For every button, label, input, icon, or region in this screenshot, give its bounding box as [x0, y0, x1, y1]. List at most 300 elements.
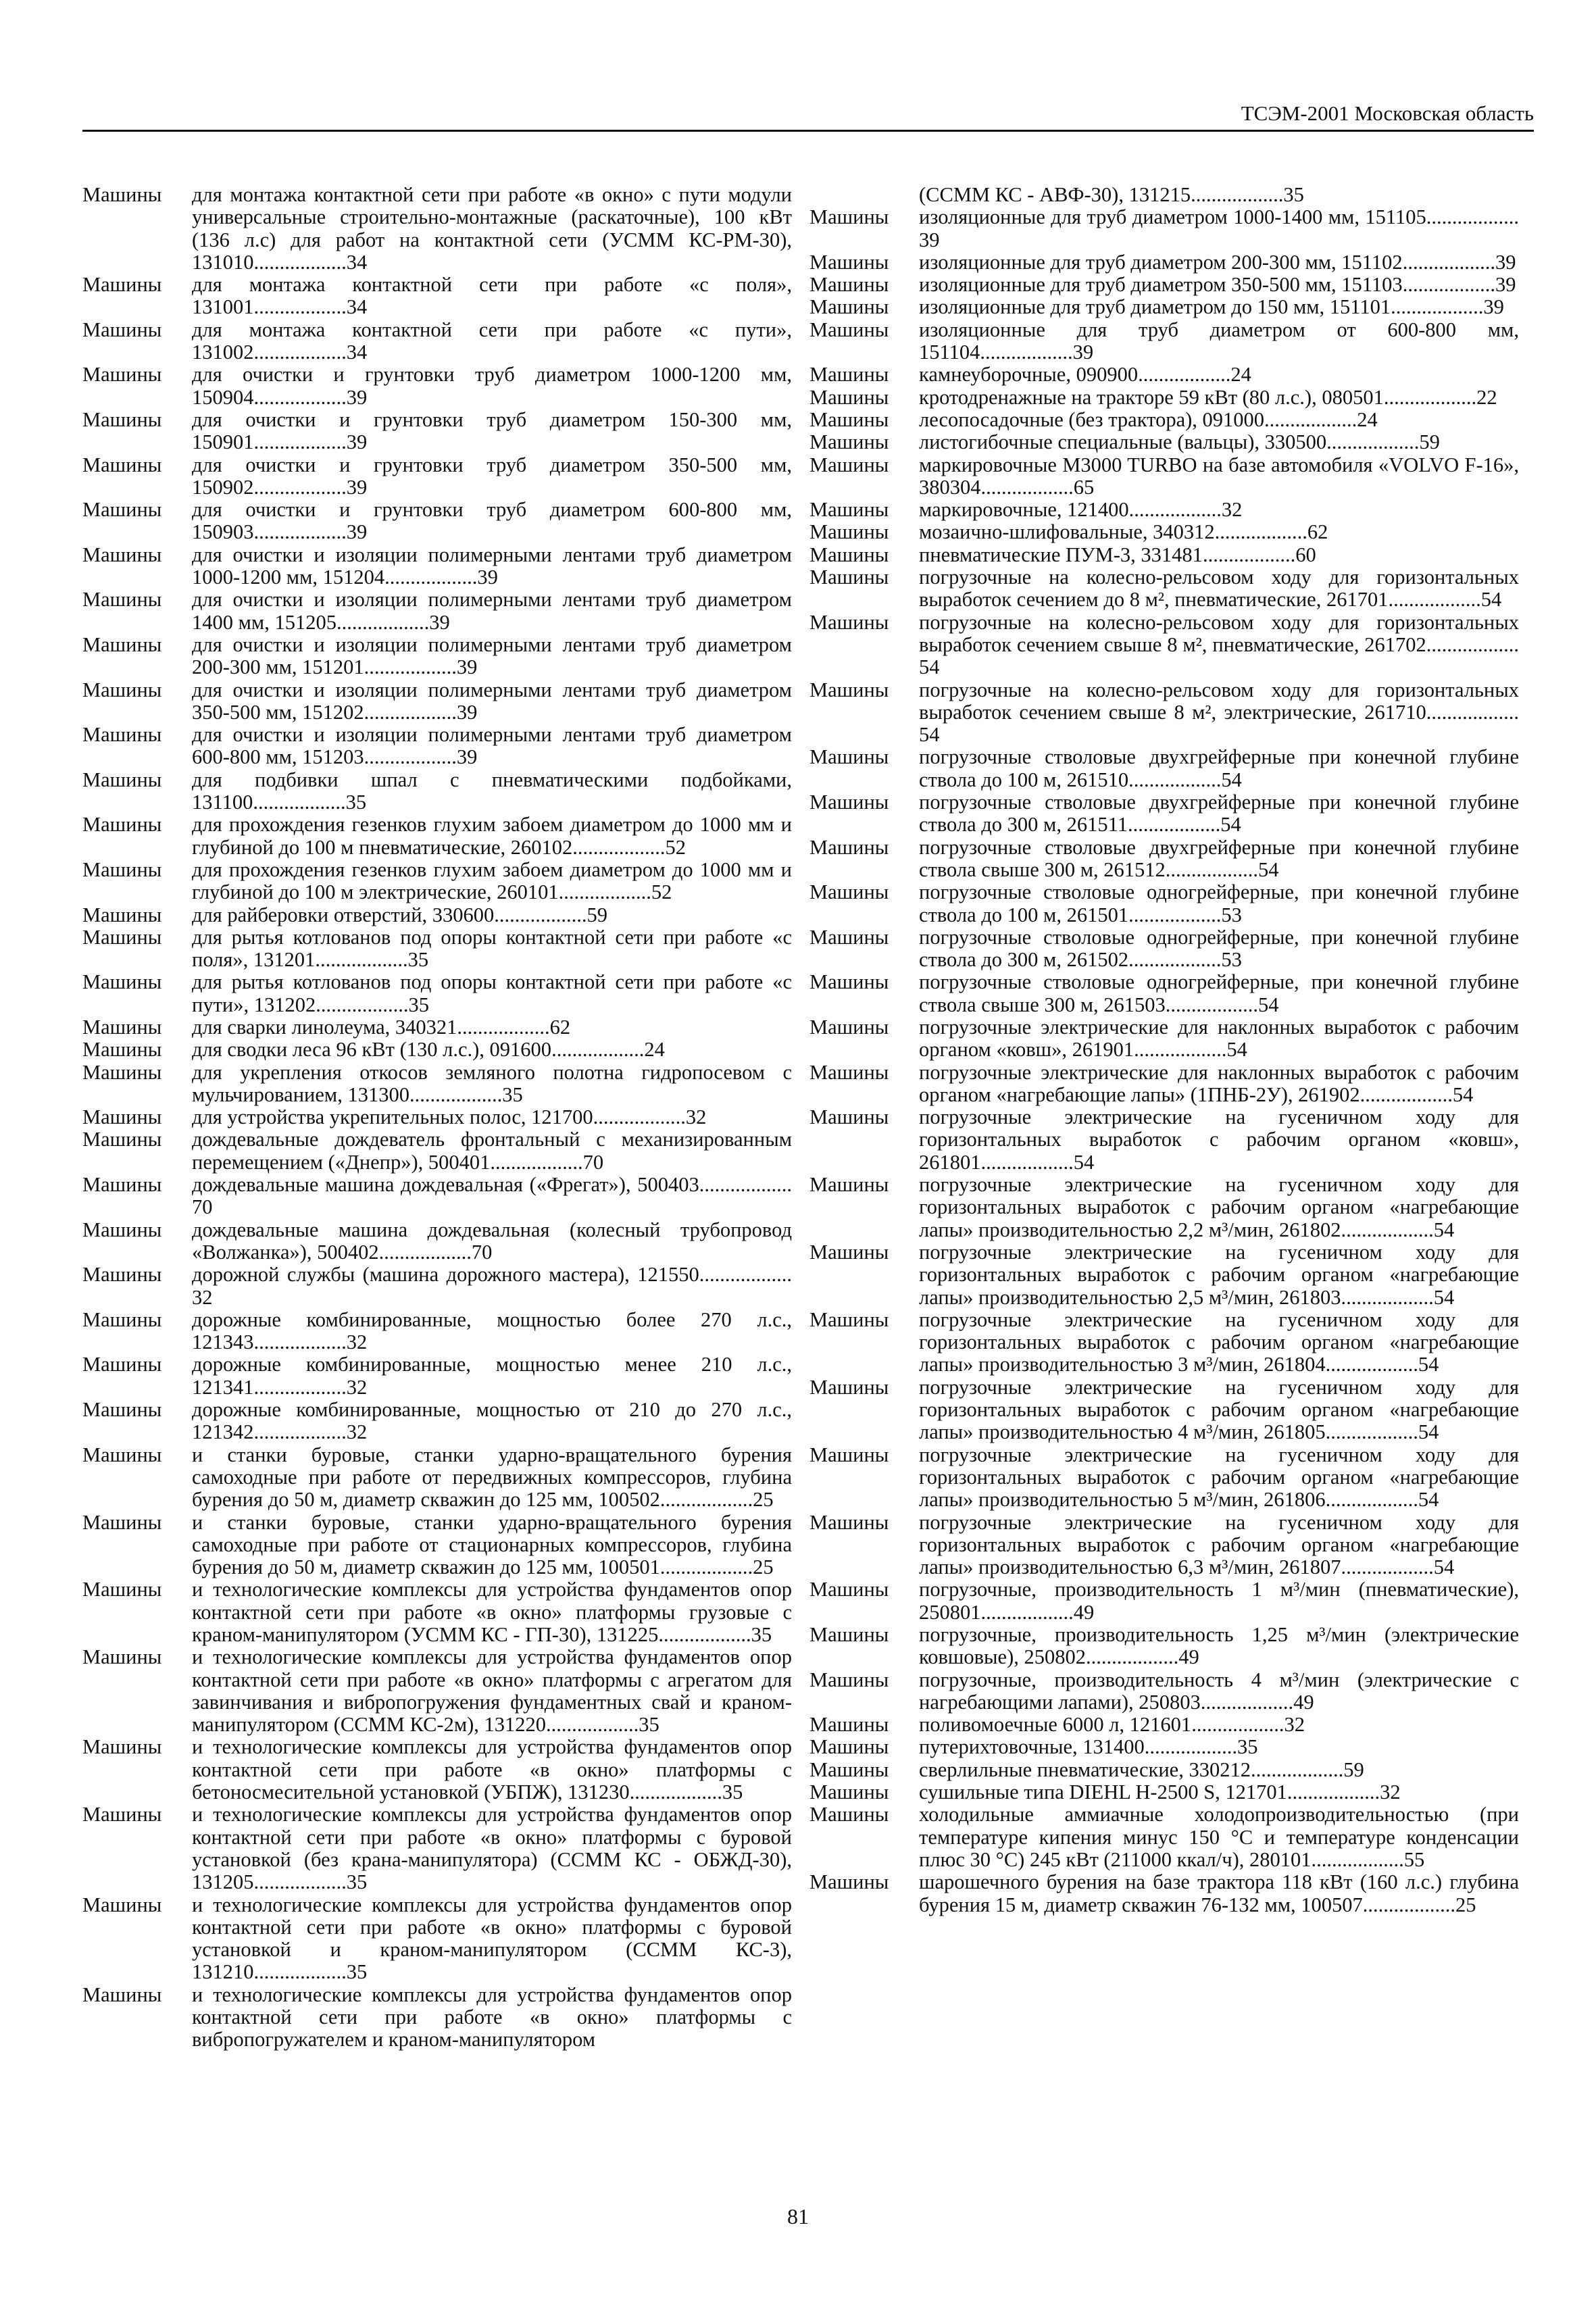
- entry-page-ref: 39: [456, 700, 478, 724]
- entry-leader-dots: ..................: [253, 385, 347, 409]
- entry-text: для прохождения гезенков глухим забоем диаметром до 1000 мм и глубиной до 100 м пневматические, 260102: [192, 813, 792, 859]
- entry-leader-dots: ..................: [316, 993, 409, 1016]
- entry-page-ref: 39: [346, 430, 368, 454]
- entry-lead: Машины: [809, 1510, 889, 1534]
- entry-text: и технологические комплексы для устройства фундаментов опор контактной сети при работе «в окно» платформы с буровой установкой и краном-манипулятором (ССММ КС-3), 131210: [192, 1893, 792, 1984]
- entry-leader-dots: ..................: [1426, 205, 1519, 229]
- entry-leader-dots: ..................: [1214, 520, 1307, 544]
- entry-lead: Машины: [809, 295, 889, 319]
- entry-leader-dots: ..................: [384, 566, 478, 589]
- entry-lead: Машины: [82, 1443, 162, 1466]
- entry-page-ref: 49: [1178, 1645, 1199, 1669]
- entry-text: для прохождения гезенков глухим забоем диаметром до 1000 мм и глубиной до 100 м электрические, 260101: [192, 857, 792, 904]
- entry-lead: Машины: [82, 1353, 162, 1376]
- index-entry: [809, 1624, 1519, 1669]
- entry-lead: Машины: [809, 925, 889, 949]
- index-entry: [809, 1174, 1519, 1241]
- entry-leader-dots: ..................: [1341, 1285, 1434, 1309]
- entry-leader-dots: ..................: [1128, 903, 1222, 926]
- entry-lead: Машины: [809, 250, 889, 274]
- index-entry: [809, 521, 1519, 543]
- entry-lead: Машины: [82, 183, 162, 206]
- entry-page-ref: 49: [1073, 1600, 1095, 1624]
- entry-lead: Машины: [82, 273, 162, 297]
- entry-leader-dots: ..................: [980, 1600, 1074, 1624]
- entry-text: погрузочные на колесно-рельсовом ходу для горизонтальных выработок сечением до 8 м², пневматические, 261701: [919, 566, 1519, 612]
- entry-page-ref: 22: [1476, 385, 1497, 409]
- entry-text: для очистки и изоляции полимерными лентами труб диаметром 200-300 мм, 151201: [192, 632, 792, 679]
- index-entry: [82, 1264, 792, 1309]
- index-entry: [809, 1241, 1519, 1309]
- entry-leader-dots: ..................: [1165, 857, 1259, 881]
- entry-text: для рытья котлованов под опоры контактной сети при работе «с пути», 131202: [192, 970, 792, 1016]
- entry-text: погрузочные стволовые двухгрейферные при конечной глубине ствола свыше 300 м, 261512: [919, 835, 1519, 881]
- entry-page-ref: 55: [1403, 1847, 1425, 1871]
- entry-text: для монтажа контактной сети при работе «с поля», 131001: [192, 273, 792, 319]
- entry-leader-dots: ..................: [1144, 1735, 1238, 1759]
- entry-text: и станки буровые, станки ударно-вращательного бурения самоходные при работе от передвижных компрессоров, глубина бурения до 50 м, диаметр скважин до 125 мм, 100502: [192, 1443, 792, 1512]
- index-entry: [82, 1106, 792, 1128]
- entry-leader-dots: ..................: [490, 1150, 583, 1174]
- index-entry: [82, 724, 792, 769]
- entry-lead: Машины: [82, 1128, 162, 1151]
- entry-lead: Машины: [82, 1218, 162, 1241]
- index-entry: [809, 364, 1519, 386]
- entry-text: погрузочные, производительность 4 м³/мин (электрические с нагребающими лапами), 250803: [919, 1668, 1519, 1714]
- entry-lead: Машины: [82, 1015, 162, 1039]
- index-entry: [82, 274, 792, 319]
- entry-lead: Машины: [82, 318, 162, 341]
- entry-leader-dots: ..................: [1191, 1713, 1285, 1737]
- entry-text: погрузочные стволовые двухгрейферные при конечной глубине ствола до 100 м, 261510: [919, 745, 1519, 791]
- entry-page-ref: 25: [753, 1488, 774, 1512]
- index-entry: [809, 1062, 1519, 1107]
- entry-leader-dots: ..................: [1165, 993, 1259, 1016]
- entry-lead: Машины: [82, 1578, 162, 1601]
- entry-lead: Машины: [82, 678, 162, 701]
- entry-page-ref: 54: [1258, 857, 1279, 881]
- entry-leader-dots: ..................: [1138, 363, 1231, 387]
- index-column-right: [809, 184, 1519, 1916]
- entry-page-ref: 35: [407, 948, 429, 972]
- entry-leader-dots: ..................: [253, 430, 347, 454]
- entry-lead: Машины: [809, 1668, 889, 1691]
- entry-lead: Машины: [809, 1803, 889, 1826]
- entry-leader-dots: ..................: [593, 1105, 686, 1129]
- entry-lead: Машины: [82, 768, 162, 791]
- entry-page-ref: 35: [346, 1870, 368, 1894]
- index-entry: [82, 544, 792, 589]
- entry-text: погрузочные электрические для наклонных выработок с рабочим органом «нагребающие лапы» (1ПНБ-2У), 261902: [919, 1060, 1519, 1106]
- entry-leader-dots: ..................: [336, 610, 430, 634]
- entry-lead: Машины: [82, 1105, 162, 1129]
- index-entry: [809, 184, 1519, 206]
- entry-text: погрузочные, производительность 1 м³/мин (пневматические), 250801: [919, 1578, 1519, 1624]
- entry-lead: Машины: [809, 273, 889, 297]
- entry-page-ref: 70: [582, 1150, 604, 1174]
- entry-leader-dots: ..................: [1388, 588, 1481, 612]
- entry-text: для очистки и грунтовки труб диаметром 600-800 мм, 150903: [192, 498, 792, 544]
- index-entry: [82, 1174, 792, 1219]
- entry-page-ref: 54: [1226, 1038, 1247, 1062]
- entry-text: дорожные комбинированные, мощностью от 210 до 270 л.с., 121342: [192, 1398, 792, 1444]
- index-entry: [82, 1512, 792, 1579]
- entry-page-ref: 39: [1483, 295, 1504, 319]
- entry-lead: Машины: [809, 610, 889, 634]
- entry-page-ref: 32: [346, 1375, 368, 1399]
- entry-lead: Машины: [809, 1758, 889, 1781]
- entry-page-ref: 59: [1343, 1758, 1364, 1781]
- index-entry: [82, 1736, 792, 1803]
- entry-page-ref: 65: [1073, 475, 1095, 499]
- entry-leader-dots: ..................: [1264, 407, 1357, 431]
- entry-leader-dots: ..................: [1341, 1555, 1434, 1579]
- entry-page-ref: 35: [1237, 1735, 1258, 1759]
- index-entry: [809, 679, 1519, 747]
- entry-lead: Машины: [82, 1038, 162, 1062]
- entry-leader-dots: ..................: [1128, 768, 1222, 791]
- entry-leader-dots: ..................: [364, 745, 457, 769]
- entry-text: изоляционные для труб диаметром 350-500 мм, 151103: [919, 273, 1403, 297]
- entry-lead: Машины: [809, 791, 889, 814]
- entry-text: для очистки и изоляции полимерными лентами труб диаметром 600-800 мм, 151203: [192, 723, 792, 769]
- entry-page-ref: 35: [722, 1781, 743, 1804]
- entry-lead: Машины: [82, 1510, 162, 1534]
- entry-page-ref: 35: [502, 1082, 523, 1106]
- entry-leader-dots: ..................: [1127, 813, 1221, 837]
- index-entry: [809, 431, 1519, 453]
- entry-lead: Машины: [809, 1870, 889, 1894]
- index-entry: [809, 837, 1519, 882]
- entry-page-ref: 35: [751, 1623, 772, 1646]
- entry-page-ref: 24: [644, 1038, 665, 1062]
- entry-leader-dots: ..................: [253, 250, 347, 274]
- entry-text: изоляционные для труб диаметром до 150 мм, 151101: [919, 295, 1391, 319]
- index-entry: [82, 499, 792, 544]
- entry-lead: Машины: [809, 430, 889, 454]
- index-entry: [809, 454, 1519, 499]
- entry-page-ref: 39: [1495, 273, 1516, 297]
- entry-text: для очистки и изоляции полимерными лентами труб диаметром 1400 мм, 151205: [192, 588, 792, 634]
- entry-lead: Машины: [82, 498, 162, 522]
- entry-page-ref: 62: [549, 1015, 571, 1039]
- entry-page-ref: 39: [456, 745, 478, 769]
- entry-page-ref: 53: [1221, 903, 1242, 926]
- entry-lead: Машины: [82, 453, 162, 476]
- entry-page-ref: 34: [346, 250, 368, 274]
- entry-lead: Машины: [82, 1173, 162, 1197]
- entry-text: камнеуборочные, 090900: [919, 363, 1139, 387]
- entry-leader-dots: ..................: [980, 1150, 1074, 1174]
- entry-lead: Машины: [809, 1578, 889, 1601]
- entry-page-ref: 54: [919, 655, 940, 679]
- entry-lead: Машины: [82, 407, 162, 431]
- entry-text: мозаично-шлифовальные, 340312: [919, 520, 1215, 544]
- entry-leader-dots: ..................: [658, 1623, 751, 1646]
- entry-text: погрузочные электрические на гусеничном ходу для горизонтальных выработок с рабочим органом «ковш», 261801: [919, 1105, 1519, 1174]
- entry-text: погрузочные стволовые одногрейферные, при конечной глубине ствола свыше 300 м, 261503: [919, 970, 1519, 1016]
- index-entry: [809, 1376, 1519, 1444]
- entry-page-ref: 35: [346, 1960, 368, 1984]
- entry-text: шарошечного бурения на базе трактора 118 кВт (160 л.с.) глубина бурения 15 м, диаметр скважин 76-132 мм, 100507: [919, 1870, 1519, 1916]
- entry-lead: Машины: [809, 1623, 889, 1646]
- entry-text: погрузочные электрические на гусеничном ходу для горизонтальных выработок с рабочим органом «нагребающие лапы» производительностью 6,3 м³/мин, 261807: [919, 1510, 1519, 1579]
- entry-leader-dots: ..................: [1134, 1038, 1227, 1062]
- index-entry: [809, 791, 1519, 837]
- entry-text: погрузочные электрические на гусеничном ходу для горизонтальных выработок с рабочим органом «нагребающие лапы» производительностью 3 м³/мин, 261804: [919, 1308, 1519, 1376]
- entry-text: холодильные аммиачные холодопроизводительностью (при температуре кипения минус 150 °C и температуре конденсации плюс 30 °C) 245 кВт (211000 ккал/ч), 280101: [919, 1803, 1519, 1871]
- entry-text: для укрепления откосов земляного полотна гидропосевом с мульчированием, 131300: [192, 1060, 792, 1106]
- entry-page-ref: 32: [1380, 1781, 1401, 1804]
- entry-lead: Машины: [82, 1803, 162, 1826]
- entry-leader-dots: ..................: [1341, 1218, 1434, 1241]
- entry-leader-dots: ..................: [364, 700, 457, 724]
- entry-lead: Машины: [82, 1983, 162, 2006]
- entry-lead: Машины: [809, 970, 889, 994]
- entry-text: для райберовки отверстий, 330600: [192, 903, 495, 926]
- entry-lead: Машины: [809, 385, 889, 409]
- entry-page-ref: 32: [346, 1330, 368, 1354]
- entry-text: погрузочные, производительность 1,25 м³/мин (электрические ковшовые), 250802: [919, 1623, 1519, 1669]
- entry-lead: Машины: [809, 1105, 889, 1129]
- index-entry: [82, 1578, 792, 1646]
- index-entry: [82, 769, 792, 814]
- entry-text: лесопосадочные (без трактора), 091000: [919, 407, 1265, 431]
- entry-page-ref: 24: [1357, 407, 1378, 431]
- index-entry: [82, 1039, 792, 1061]
- entry-leader-dots: ..................: [659, 1555, 753, 1579]
- entry-text: для монтажа контактной сети при работе «в окно» с пути модули универсальные строительно-монтажные (раскаточные), 100 кВт (136 л.с) для работ на контактной сети (УСММ КС-РМ-30), 131010: [192, 183, 792, 274]
- entry-lead: Машины: [809, 678, 889, 701]
- entry-page-ref: 35: [1283, 183, 1304, 206]
- entry-leader-dots: ..................: [1128, 498, 1222, 522]
- entry-lead: Машины: [82, 588, 162, 612]
- entry-lead: Машины: [82, 1735, 162, 1759]
- entry-text: погрузочные стволовые одногрейферные, при конечной глубине ствола до 100 м, 261501: [919, 880, 1519, 926]
- entry-leader-dots: ..................: [1426, 632, 1519, 656]
- entry-page-ref: 59: [587, 903, 608, 926]
- index-entry: [82, 926, 792, 972]
- entry-leader-dots: ..................: [253, 295, 347, 319]
- index-entry: [82, 1016, 792, 1039]
- entry-page-ref: 54: [1433, 1555, 1455, 1579]
- index-entry: [809, 1736, 1519, 1758]
- index-entry: [809, 274, 1519, 296]
- entry-leader-dots: ..................: [558, 880, 651, 904]
- entry-lead: Машины: [82, 1645, 162, 1669]
- entry-leader-dots: ..................: [1086, 1645, 1179, 1669]
- entry-leader-dots: ..................: [494, 903, 587, 926]
- index-entry: [809, 1578, 1519, 1624]
- entry-lead: Машины: [809, 1735, 889, 1759]
- entry-page-ref: 54: [1433, 1285, 1455, 1309]
- entry-page-ref: 54: [1480, 588, 1502, 612]
- entry-leader-dots: ..................: [1391, 295, 1484, 319]
- entry-text: изоляционные для труб диаметром 200-300 мм, 151102: [919, 250, 1403, 274]
- entry-page-ref: 39: [1495, 250, 1516, 274]
- entry-page-ref: 39: [456, 655, 478, 679]
- index-entry: [809, 387, 1519, 409]
- entry-text: дождевальные дождеватель фронтальный с механизированным перемещением («Днепр»), 500401: [192, 1128, 792, 1174]
- entry-page-ref: 35: [345, 791, 367, 814]
- entry-leader-dots: ..................: [457, 1015, 550, 1039]
- entry-lead: Машины: [82, 903, 162, 926]
- entry-lead: Машины: [82, 1263, 162, 1287]
- entry-text: дождевальные машина дождевальная («Фрегат»), 500403: [192, 1173, 699, 1197]
- entry-leader-dots: ..................: [253, 1870, 347, 1894]
- entry-page-ref: 54: [1073, 1150, 1095, 1174]
- entry-text: и технологические комплексы для устройства фундаментов опор контактной сети при работе «в окно» платформы с вибропогружателем и краном-манипулятором: [192, 1983, 792, 2051]
- index-entry: [82, 1894, 792, 1984]
- entry-leader-dots: ..................: [572, 835, 666, 859]
- entry-lead: Машины: [82, 1398, 162, 1422]
- entry-lead: Машины: [82, 1893, 162, 1916]
- entry-text: путерихтовочные, 131400: [919, 1735, 1145, 1759]
- entry-page-ref: 54: [1433, 1218, 1455, 1241]
- index-entry: [809, 206, 1519, 251]
- entry-lead: Машины: [82, 543, 162, 566]
- entry-leader-dots: ..................: [980, 475, 1074, 499]
- entry-leader-dots: ..................: [1287, 1781, 1380, 1804]
- index-entry: [809, 251, 1519, 274]
- entry-text: и технологические комплексы для устройства фундаментов опор контактной сети при работе «в окно» платформы с агрегатом для завинчивания и вибропогружения фундаментных свай и краном-манипулятором (ССММ КС-2м), 131220: [192, 1645, 792, 1737]
- entry-text: погрузочные электрические на гусеничном ходу для горизонтальных выработок с рабочим органом «нагребающие лапы» производительностью 2,5 м³/мин, 261803: [919, 1240, 1519, 1309]
- entry-text: пневматические ПУМ-3, 331481: [919, 543, 1203, 566]
- entry-leader-dots: ..................: [629, 1781, 722, 1804]
- entry-page-ref: 39: [477, 566, 498, 589]
- index-entry: [809, 746, 1519, 791]
- entry-leader-dots: ..................: [253, 1960, 347, 1984]
- entry-lead: Машины: [809, 1015, 889, 1039]
- entry-text: сверлильные пневматические, 330212: [919, 1758, 1251, 1781]
- entry-leader-dots: ..................: [551, 1038, 645, 1062]
- entry-leader-dots: ..................: [546, 1713, 639, 1737]
- index-entry: [809, 612, 1519, 679]
- entry-leader-dots: ..................: [253, 1375, 347, 1399]
- entry-lead: Машины: [809, 205, 889, 229]
- entry-leader-dots: ..................: [1402, 273, 1495, 297]
- entry-lead: Машины: [809, 498, 889, 522]
- entry-text: погрузочные электрические на гусеничном ходу для горизонтальных выработок с рабочим органом «нагребающие лапы» производительностью 2,2 м³/мин, 261802: [919, 1173, 1519, 1241]
- entry-leader-dots: ..................: [699, 1173, 792, 1197]
- entry-page-ref: 39: [1072, 341, 1094, 364]
- entry-lead: Машины: [809, 1173, 889, 1197]
- entry-page-ref: 32: [192, 1285, 213, 1309]
- entry-leader-dots: ..................: [409, 1082, 503, 1106]
- entry-text: кротодренажные на тракторе 59 кВт (80 л.с.), 080501: [919, 385, 1384, 409]
- entry-lead: Машины: [809, 835, 889, 859]
- index-entry: [82, 679, 792, 724]
- entry-lead: Машины: [809, 880, 889, 904]
- index-column-left: [82, 184, 792, 2051]
- entry-text: погрузочные на колесно-рельсовом ходу для горизонтальных выработок сечением свыше 8 м², пневматические, 261702: [919, 610, 1519, 656]
- index-entry: [82, 1353, 792, 1399]
- entry-lead: Машины: [809, 453, 889, 476]
- entry-text: для подбивки шпал с пневматическими подбойками, 131100: [192, 768, 792, 814]
- entry-page-ref: 24: [1230, 363, 1251, 387]
- entry-text: погрузочные электрические на гусеничном ходу для горизонтальных выработок с рабочим органом «нагребающие лапы» производительностью 4 м³/мин, 261805: [919, 1375, 1519, 1444]
- entry-leader-dots: ..................: [253, 1330, 347, 1354]
- page-header: [82, 100, 1534, 132]
- entry-leader-dots: ..................: [1360, 1082, 1453, 1106]
- entry-text: маркировочные M3000 TURBO на базе автомобиля «VOLVO F-16», 380304: [919, 453, 1519, 499]
- entry-leader-dots: ..................: [253, 341, 347, 364]
- entry-lead: Машины: [82, 723, 162, 747]
- entry-text: для устройства укрепительных полос, 121700: [192, 1105, 593, 1129]
- entry-lead: Машины: [82, 1308, 162, 1331]
- entry-leader-dots: ..................: [1402, 250, 1495, 274]
- entry-leader-dots: ..................: [659, 1488, 753, 1512]
- index-entry: [809, 1714, 1519, 1736]
- entry-lead: Машины: [82, 970, 162, 994]
- entry-leader-dots: ..................: [1191, 183, 1284, 206]
- entry-page-ref: 70: [192, 1195, 213, 1219]
- index-entry: [809, 499, 1519, 521]
- index-entry: [82, 1444, 792, 1512]
- index-entry: [809, 1512, 1519, 1579]
- entry-leader-dots: ..................: [364, 655, 457, 679]
- entry-page-ref: 35: [408, 993, 429, 1016]
- entry-page-ref: 70: [471, 1240, 493, 1264]
- index-entry: [82, 1128, 792, 1174]
- index-entry: [809, 926, 1519, 972]
- entry-lead: Машины: [809, 1060, 889, 1084]
- entry-leader-dots: ..................: [378, 1240, 472, 1264]
- entry-lead: Машины: [809, 318, 889, 341]
- index-entry: [809, 1781, 1519, 1803]
- entry-text: погрузочные электрические для наклонных выработок с рабочим органом «ковш», 261901: [919, 1015, 1519, 1062]
- entry-page-ref: 53: [1221, 948, 1242, 972]
- entry-lead: Машины: [82, 632, 162, 656]
- entry-text: дорожные комбинированные, мощностью более 270 л.с., 121343: [192, 1308, 792, 1354]
- entry-page-ref: 32: [1221, 498, 1243, 522]
- index-entry: [809, 1309, 1519, 1376]
- index-entry: [809, 971, 1519, 1016]
- entry-page-ref: 54: [919, 723, 940, 747]
- entry-page-ref: 54: [1220, 813, 1241, 837]
- index-entry: [809, 296, 1519, 318]
- index-entry: [809, 566, 1519, 612]
- entry-page-ref: 54: [1258, 993, 1279, 1016]
- entry-leader-dots: ..................: [1202, 543, 1296, 566]
- entry-text: и технологические комплексы для устройства фундаментов опор контактной сети при работе «в окно» платформы с бетоносмесительной установкой (УБПЖ), 131230: [192, 1735, 792, 1804]
- entry-text: маркировочные, 121400: [919, 498, 1129, 522]
- entry-text: погрузочные электрические на гусеничном ходу для горизонтальных выработок с рабочим органом «нагребающие лапы» производительностью 5 м³/мин, 261806: [919, 1443, 1519, 1512]
- entry-leader-dots: ..................: [253, 1420, 347, 1444]
- index-entry: [82, 1399, 792, 1444]
- index-entry: [82, 364, 792, 409]
- entry-text: погрузочные стволовые одногрейферные, при конечной глубине ствола до 300 м, 261502: [919, 925, 1519, 972]
- entry-page-ref: 54: [1452, 1082, 1474, 1106]
- index-entry: [809, 1669, 1519, 1714]
- entry-lead: Машины: [809, 1713, 889, 1737]
- entry-page-ref: 25: [753, 1555, 774, 1579]
- entry-page-ref: 54: [1418, 1488, 1439, 1512]
- index-entry: [82, 1062, 792, 1107]
- entry-lead: Машины: [82, 813, 162, 837]
- entry-lead: Машины: [82, 363, 162, 387]
- entry-lead: Машины: [809, 1240, 889, 1264]
- entry-text: листогибочные специальные (вальцы), 330500: [919, 430, 1327, 454]
- entry-lead: Машины: [809, 1375, 889, 1399]
- entry-leader-dots: ..................: [1325, 1353, 1418, 1376]
- index-entry: [82, 184, 792, 274]
- entry-text: изоляционные для труб диаметром 1000-1400 мм, 151105: [919, 205, 1426, 229]
- index-entry: [809, 881, 1519, 926]
- index-entry: [82, 1309, 792, 1354]
- entry-leader-dots: ..................: [980, 341, 1073, 364]
- entry-page-ref: 35: [639, 1713, 659, 1737]
